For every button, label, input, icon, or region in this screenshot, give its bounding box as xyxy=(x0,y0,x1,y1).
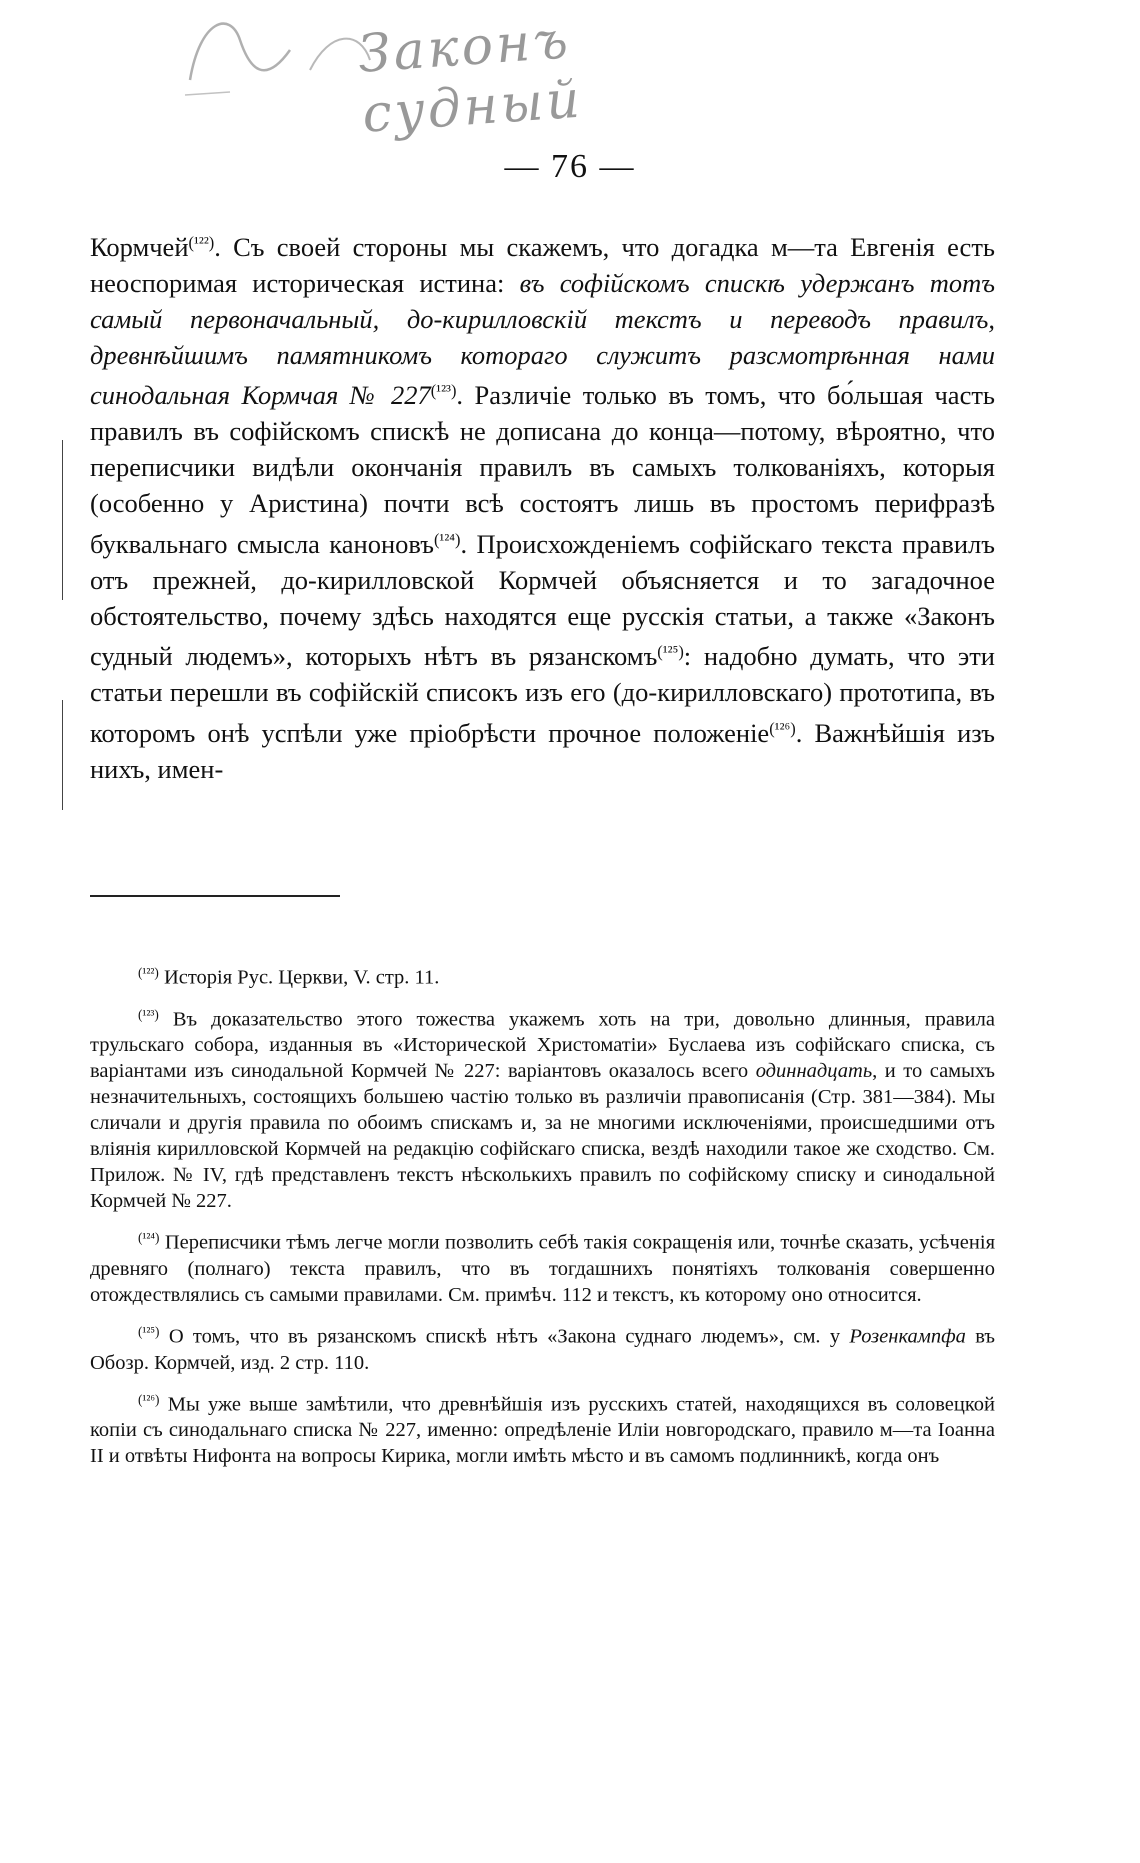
footnote-italic: одиннадцать xyxy=(755,1060,873,1083)
text-run: Кормчей xyxy=(90,232,189,263)
footnote-123 xyxy=(90,1002,995,1215)
footnote-text: , и то самыхъ незначительныхъ, состоящихъ большею частію только въ различіи правописанія (Стр. 381—384). Мы сличали и другія правила по обоимъ спискамъ и, за не многими исключеніями, происшедшими отъ вліянія кирилловской Кормчей на редакцію софійскаго списка, вездѣ находили такое же сходство. См. Прилож. № IV, гдѣ представленъ текстъ нѣсколькихъ правилъ по софійскому списку и синодальной Кормчей № 227. xyxy=(90,1060,995,1213)
reference-124: (¹²⁴) xyxy=(433,529,461,549)
margin-mark xyxy=(62,440,63,600)
reference-125: (¹²⁵) xyxy=(657,642,684,662)
text-run: . Съ своей стороны мы скажемъ, что догадка м—та Евгенія есть неоспоримая историческая истина: xyxy=(90,232,995,298)
footnotes xyxy=(90,960,995,1480)
footnote-126 xyxy=(90,1387,995,1470)
reference-126: (¹²⁶) xyxy=(769,719,796,739)
footnote-124 xyxy=(90,1225,995,1308)
text-run: . Происхожденіемъ софійскаго текста правилъ отъ прежней, до-кирилловской Кормчей объясняется и то загадочное обстоятельство, почему здѣсь находятся еще русскія статьи, а также «Законъ судный людемъ», которыхъ нѣтъ въ рязанскомъ xyxy=(90,528,995,672)
main-text xyxy=(90,225,995,788)
footnote-122 xyxy=(90,960,995,991)
margin-mark xyxy=(62,700,63,810)
italic-text-run: въ софійскомъ спискѣ удержанъ тотъ самый первоначальный, до-кирилловскій текстъ и переводъ правилъ, древнѣйшимъ памятникомъ котораго служитъ разсмотрѣнная нами синодальная Кормчая № 227 xyxy=(90,268,995,411)
footnote-number: (¹²⁵) xyxy=(138,1323,160,1339)
footnote-text: Мы уже выше замѣтили, что древнѣйшія изъ русскихъ статей, находящихся въ соловецкой копіи съ синодальнаго списка № 227, именно: опредѣленіе Иліи новгородскаго, правило м—та Іоанна II и отвѣты Нифонта на вопросы Кирика, могли имѣть мѣсто и въ самомъ подлинникѣ, когда онъ xyxy=(90,1393,996,1468)
reference-122: (¹²²) xyxy=(188,233,215,252)
footnote-text: О томъ, что въ рязанскомъ спискѣ нѣтъ «Закона суднаго людемъ», см. у xyxy=(168,1325,850,1348)
text-run: . Важнѣйшія изъ нихъ, имен- xyxy=(90,718,996,785)
handwritten-title: Законъ судный xyxy=(356,10,585,145)
footnote-125 xyxy=(90,1319,995,1376)
footnote-number: (¹²⁶) xyxy=(138,1391,160,1407)
footnote-number: (¹²⁴) xyxy=(138,1230,160,1246)
handwritten-annotation xyxy=(170,0,730,145)
page-number: — 76 — xyxy=(504,148,636,185)
footnote-italic: Розенкампфа xyxy=(849,1325,966,1348)
footnote-text: Переписчики тѣмъ легче могли позволить себѣ такія сокращенія или, точнѣе сказать, усѣченія древняго (полнаго) текста правилъ, что въ тогдашнихъ понятіяхъ толкованія совершенно отождествлялись съ самыми правилами. См. примѣч. 112 и текстъ, къ которому оно относится. xyxy=(90,1231,995,1306)
footnote-number: (¹²³) xyxy=(138,1006,159,1022)
text-run: : надобно думать, что эти статьи перешли въ софійскій списокъ изъ его (до-кирилловскаго) прототипа, въ которомъ онѣ успѣли уже пріобрѣсти прочное положеніе xyxy=(90,641,995,749)
footnote-divider xyxy=(90,895,340,897)
main-paragraph xyxy=(90,225,995,788)
footnote-text: Исторія Рус. Церкви, V. стр. 11. xyxy=(163,966,440,989)
footnote-text: въ Обозр. Кормчей, изд. 2 стр. 110. xyxy=(90,1325,995,1374)
text-run: . Различіе только въ томъ, что бо́льшая часть правилъ въ софійскомъ спискѣ не дописана до конца—потому, вѣроятно, что переписчики видѣли окончанія правилъ въ самыхъ толкованіяхъ, которыя (особенно у Аристина) почти всѣ состоятъ лишь въ простомъ перифразѣ буквальнаго смысла каноновъ xyxy=(90,380,995,559)
footnote-text: Въ доказательство этого тожества укажемъ хоть на три, довольно длинныя, правила трульскаго собора, изданныя въ «Исторической Христоматіи» Буслаева изъ софійскаго списка, съ варіантами изъ синодальной Кормчей № 227: варіантовъ оказалось всего xyxy=(90,1008,995,1083)
footnote-number: (¹²²) xyxy=(138,965,159,980)
reference-123: (¹²³) xyxy=(430,381,457,401)
